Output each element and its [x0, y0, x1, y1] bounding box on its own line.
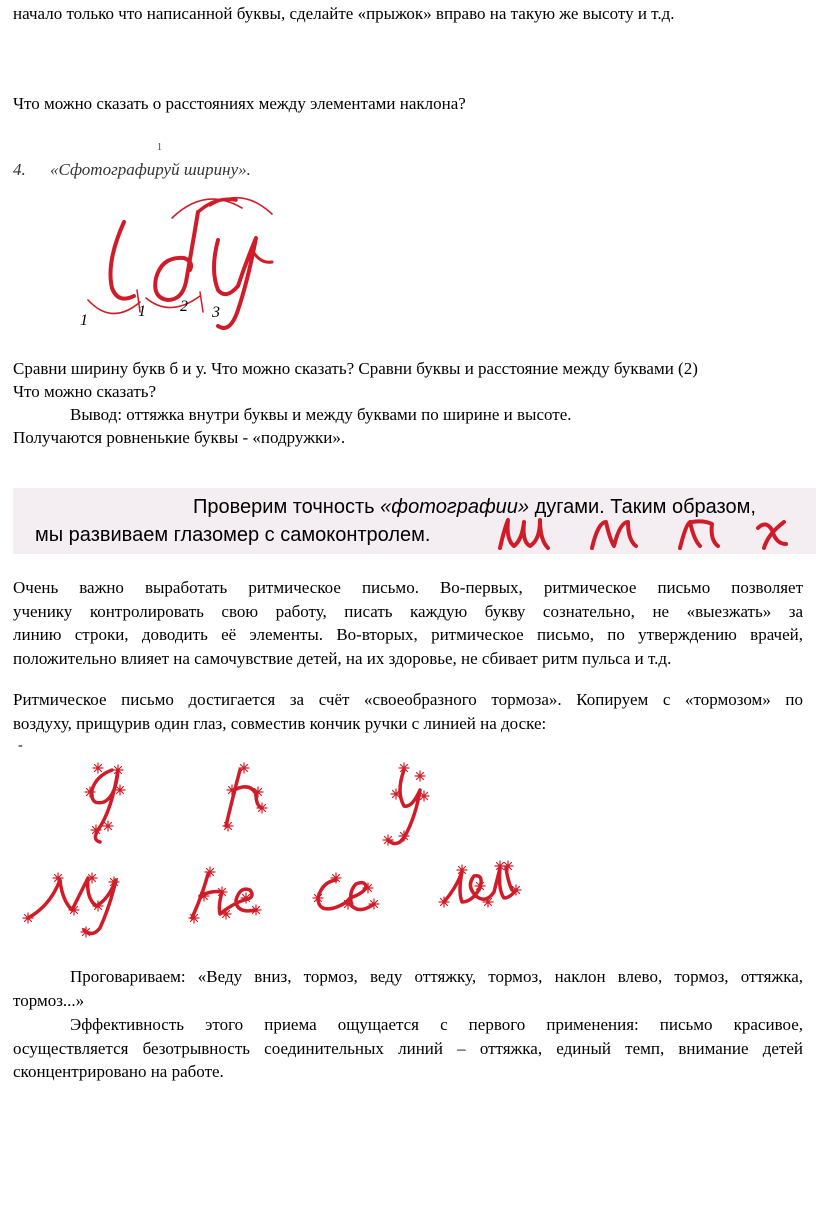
brake-star [331, 873, 341, 883]
letter-se [318, 880, 374, 910]
brake-star [503, 861, 513, 871]
banner-line1-after: дугами. Таким образом, [529, 496, 756, 518]
rhythm-line-3: линию строки, доводить её элементы. Во-вторых, ритмическое письмо, по утверждению врачей, [13, 625, 803, 644]
brake-star [81, 927, 91, 937]
exercise-title: «Сфотографируй ширину». [50, 160, 251, 179]
brake-star [343, 899, 353, 909]
brake-star [511, 885, 521, 895]
rhythm-line-4: положительно влияет на самочувствие детей, на их здоровье, не сбивает ритм пульса и т.д. [13, 648, 672, 668]
brake-star [115, 785, 125, 795]
brake-star [251, 905, 261, 915]
banner-line1-italic: «фотографии» [380, 496, 530, 518]
label-1b: 1 [138, 303, 146, 320]
label-1a: 1 [80, 312, 88, 329]
brake-star [313, 893, 323, 903]
brake-star [253, 787, 263, 797]
conclusion-line-2: Получаются ровненькие буквы - «подружки». [13, 428, 346, 447]
compare-line-1: Сравни ширину букв б и у. Что можно сказать? Сравни буквы и расстояние между буквами (2) [13, 359, 698, 378]
dash-mark: - [18, 738, 23, 753]
brake-star [391, 789, 401, 799]
brake-star [241, 893, 251, 903]
exercise-number: 4. [13, 160, 26, 179]
brake-star [399, 831, 409, 841]
label-2: 2 [180, 298, 188, 315]
brake-star [419, 791, 429, 801]
brake-star [217, 887, 227, 897]
brake-star [113, 765, 123, 775]
brake-star [257, 803, 267, 813]
brake-line-1: Ритмическое письмо достигается за счёт «своеобразного тормоза». Копируем с «тормозом» по [13, 690, 803, 709]
brake-star [205, 867, 215, 877]
brake-star [415, 771, 425, 781]
rhythm-line-1: Очень важно выработать ритмическое письмо. Во-первых, ритмическое письмо позволяет [13, 578, 803, 597]
brake-star [103, 821, 113, 831]
label-3: 3 [212, 304, 220, 321]
brake-star [69, 905, 79, 915]
question-slope: Что можно сказать о расстояниях между элементами наклона? [13, 94, 466, 113]
brake-star [87, 873, 97, 883]
effect-line-3: сконцентрировано на работе. [13, 1062, 224, 1081]
effect-line-1: Эффективность этого приема ощущается с первого применения: письмо красивое, [70, 1015, 803, 1034]
effect-line-2: осуществляется безотрывность соединительных линий – оттяжка, единый темп, внимание детей [13, 1038, 803, 1058]
brake-star [363, 883, 373, 893]
banner-line1-before: Проверим точность [193, 496, 381, 518]
exercise-marker-top: 1 [157, 142, 162, 153]
brake-star [399, 763, 409, 773]
brake-star [109, 877, 119, 887]
brake-star [439, 897, 449, 907]
brake-star [23, 913, 33, 923]
brake-star [475, 881, 485, 891]
brake-star [91, 825, 101, 835]
brake-star [221, 909, 231, 919]
brake-star [227, 785, 237, 795]
brake-star [199, 891, 209, 901]
brake-star [93, 763, 103, 773]
brake-star [223, 821, 233, 831]
brake-star [483, 897, 493, 907]
brake-star [457, 865, 467, 875]
brake-star-marks [23, 763, 521, 937]
text-top-line: начало только что написанной буквы, сделайте «прыжок» вправо на такую же высоту и т.д. [13, 4, 675, 23]
brake-star [369, 899, 379, 909]
brake-line-2: воздуху, прищурив один глаз, совместив кончик ручки с линией на доске: [13, 713, 547, 733]
speak-paragraph [13, 965, 803, 1012]
speak-line-1: Проговариваем: «Веду вниз, тормоз, веду оттяжку, тормоз, наклон влево, тормоз, оттяжка, [70, 967, 803, 986]
brake-star [53, 873, 63, 883]
effect-paragraph [13, 1013, 803, 1084]
brake-star [85, 787, 95, 797]
banner-line-2: мы развиваем глазомер с самоконтролем. [35, 524, 431, 546]
conclusion-line-1: Вывод: оттяжка внутри буквы и между буквами по ширине и высоте. [70, 405, 572, 424]
brake-star [93, 901, 103, 911]
compare-line-2: Что можно сказать? [13, 382, 157, 401]
rhythm-line-2: ученику контролировать свою работу, писать каждую букву сознательно, не «выезжать» за [13, 601, 803, 621]
brake-star [239, 763, 249, 773]
speak-line-2: тормоз...» [13, 990, 85, 1010]
brake-star [383, 835, 393, 845]
brake-star [189, 913, 199, 923]
letter-n-top [226, 770, 262, 826]
